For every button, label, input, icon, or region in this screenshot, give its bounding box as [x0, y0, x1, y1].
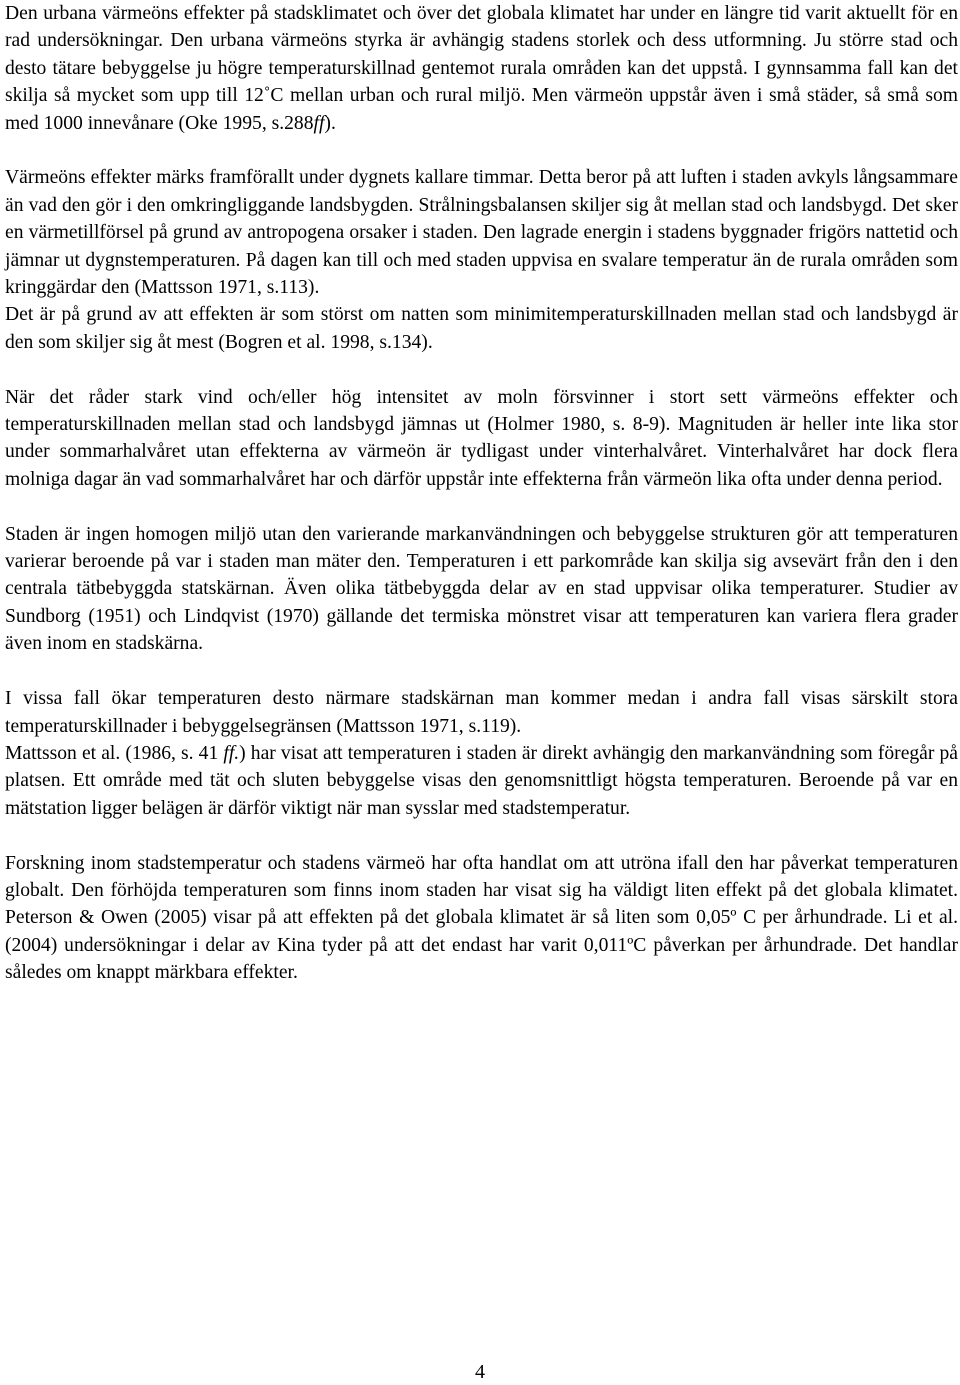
paragraph-gap: [5, 493, 958, 520]
paragraph-text: Mattsson et al. (1986, s. 41: [5, 742, 224, 764]
paragraph-city-core-temperature: I vissa fall ökar temperaturen desto närmare stadskärnan man kommer medan i andra fall visas särskilt stora temperaturskillnader i bebyggelsegränsen (Mattsson 1971, s.119).: [5, 688, 958, 737]
paragraph-urban-heat-island-intro: [5, 0, 958, 137]
paragraph-gap: [5, 356, 958, 383]
italic-text: ff: [313, 112, 325, 134]
paragraph-night-effects: Värmeöns effekter märks framförallt under dygnets kallare timmar. Detta beror på att luften i staden avkyls långsammare än vad den gör i den omkringliggande landsbygden. Strålningsbalansen skiljer sig åt mellan stad och landsbygd. Det sker en värmetillförsel på grund av antropogena orsaker i staden. Den lagrade energin i stadens byggnader frigörs nattetid och jämnar ut dygnstemperaturen. På dagen kan till och med staden uppvisa en svalare temperatur än de rurala områden som kringgärdar den (Mattsson 1971, s.113).: [5, 167, 958, 299]
paragraph-minimum-temperature: Det är på grund av att effekten är som störst om natten som minimitemperaturskillnaden mellan stad och landsbygd är den som skiljer sig åt mest (Bogren et al. 1998, s.134).: [5, 304, 958, 353]
document-page: [5, 0, 958, 987]
paragraph-global-effect: Forskning inom stadstemperatur och stadens värmeö har ofta handlat om att utröna ifall den har påverkat temperaturen globalt. Den förhöjda temperaturen som finns inom staden har visat sig ha väldigt liten effekt på det globala klimatet. Peterson & Owen (2005) visar på att effekten på det globala klimatet är så liten som 0,05º C per århundrade. Li et al. (2004) undersökningar i delar av Kina tyder på att det endast har varit 0,011ºC påverkan per århundrade. Det handlar således om knappt märkbara effekter.: [5, 852, 958, 984]
paragraph-text: ).: [324, 112, 336, 134]
paragraph-wind-and-clouds: När det råder stark vind och/eller hög intensitet av moln försvinner i stort sett värmeöns effekter och temperaturskillnaden mellan stad och landsbygd jämnas ut (Holmer 1980, s. 8-9). Magnituden är heller inte lika stor under sommarhalvåret utan effekterna av värmeön är tydligast under vinterhalvåret. Vinterhalvåret har dock flera molniga dagar än vad sommarhalvåret har och därför uppstår inte effekterna från värmeön lika ofta under denna period.: [5, 386, 958, 490]
paragraph-gap: [5, 822, 958, 849]
paragraph-land-use: [5, 740, 958, 822]
page-number: 4: [475, 1361, 485, 1383]
paragraph-gap: [5, 658, 958, 685]
italic-text: ff.: [223, 742, 240, 764]
paragraph-gap: [5, 137, 958, 164]
paragraph-text: Den urbana värmeöns effekter på stadsklimatet och över det globala klimatet har under en längre tid varit aktuellt för en rad undersökningar. Den urbana värmeöns styrka är avhängig stadens storlek och dess utformning. Ju större stad och desto tätare bebyggelse ju högre temperaturskillnad gentemot rurala områden kan det uppstå. I gynnsamma fall kan det skilja så mycket som upp till 12˚C mellan urban och rural miljö. Men värmeön uppstår även i små städer, så små som med 1000 innevånare (Oke 1995, s.288: [5, 3, 958, 134]
paragraph-text: ) har visat att temperaturen i staden är direkt avhängig den markanvändning som föregår på platsen. Ett område med tät och sluten bebyggelse visas den genomsnittligt högsta temperaturen. Beroende på var en mätstation ligger belägen är därför viktigt när man sysslar med stadstemperatur.: [5, 742, 958, 819]
paragraph-heterogeneous-city: Staden är ingen homogen miljö utan den varierande markanvändningen och bebyggelse strukturen gör att temperaturen varierar beroende på var i staden man mäter den. Temperaturen i ett parkområde kan skilja sig avsevärt från den i den centrala tätbebyggda statskärnan. Även olika tätbebyggda delar av en stad uppvisar olika temperaturer. Studier av Sundborg (1951) och Lindqvist (1970) gällande det termiska mönstret visar att temperaturen kan variera flera grader även inom en stadskärna.: [5, 523, 958, 655]
